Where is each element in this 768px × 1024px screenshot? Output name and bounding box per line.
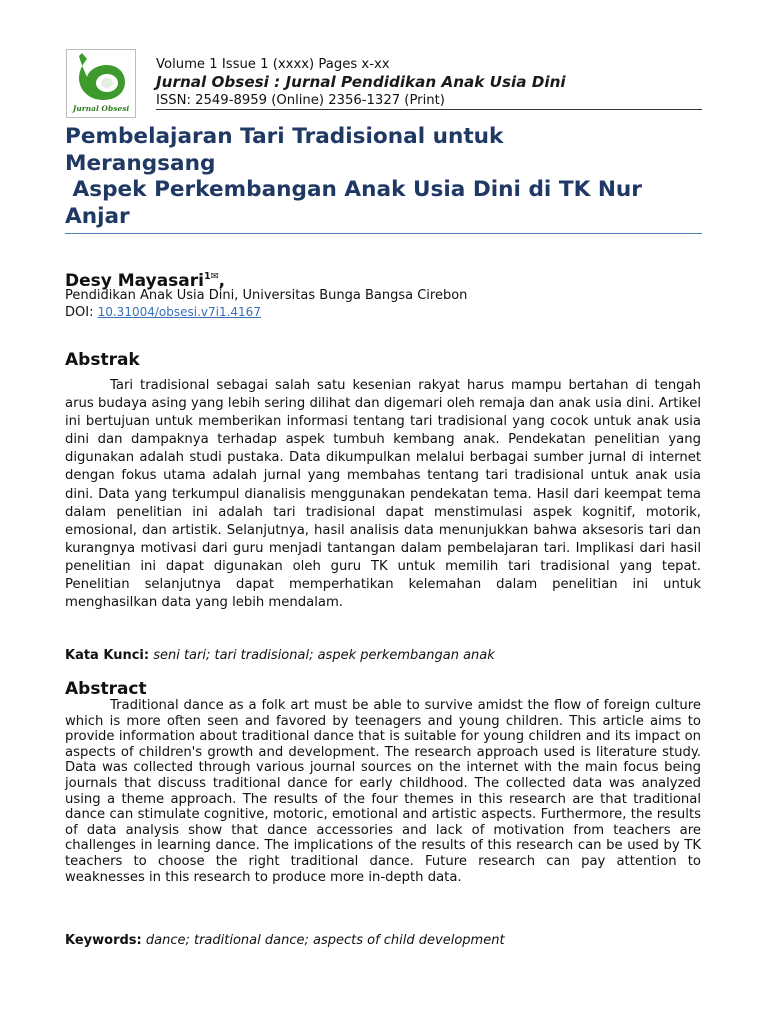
kata-kunci-line bbox=[65, 647, 495, 664]
kata-kunci-values: seni tari; tari tradisional; aspek perkembangan anak bbox=[149, 648, 495, 663]
doi-line bbox=[65, 304, 261, 321]
author-name: Desy Mayasari bbox=[65, 271, 204, 291]
title-line-2: Merangsang bbox=[65, 150, 216, 176]
journal-header bbox=[156, 56, 702, 109]
issn-line: ISSN: 2549-8959 (Online) 2356-1327 (Print) bbox=[156, 93, 445, 108]
keywords-label: Keywords: bbox=[65, 933, 142, 948]
abstrak-text: Tari tradisional sebagai salah satu kesenian rakyat harus mampu bertahan di tengah arus budaya asing yang lebih sering dilihat dan digemari oleh remaja dan anak usia dini. Artikel ini bertujuan untuk memberikan informasi tentang tari tradisional yang cocok untuk anak usia dini dan dampaknya terhadap aspek tumbuh kembang anak. Pendekatan penelitian yang digunakan adalah studi pustaka. Data dikumpulkan melalui berbagai sumber jurnal di internet dengan fokus utama adalah jurnal yang membahas tentang tari tradisional untuk anak usia dini. Data yang terkumpul dianalisis menggunakan pendekatan tema. Hasil dari keempat tema dalam penelitian ini adalah tari tradisional dapat menstimulasi aspek kognitif, motorik, emosional, dan artistik. Selanjutnya, hasil analisis data menunjukkan bahwa aksesoris tari dan kurangnya motivasi dari guru menjadi tantangan dalam pembelajaran tari. Implikasi dari hasil penelitian ini dapat digunakan oleh guru TK untuk memilih tari tradisional yang tepat. Penelitian selanjutnya dapat memperhatikan kelemahan dalam penelitian ini untuk menghasilkan data yang lebih mendalam. bbox=[65, 378, 701, 611]
article-title bbox=[65, 124, 715, 230]
kata-kunci-label: Kata Kunci: bbox=[65, 648, 150, 663]
journal-logo-icon bbox=[67, 50, 135, 117]
doi-link[interactable]: 10.31004/obsesi.v7i1.4167 bbox=[97, 305, 261, 319]
abstract-text: Traditional dance as a folk art must be able to survive amidst the flow of foreign culture which is more often seen and favored by teenagers and young children. This article aims to provide information about traditional dance that is suitable for young children and its impact on aspects of children's growth and development. The research approach used is literature study. Data was collected through various journal sources on the internet with the main focus being journals that discuss traditional dance for early childhood. The collected data was analyzed using a theme approach. The results of the four themes in this research are that traditional dance can stimulate cognitive, motoric, emotional and artistic aspects. Furthermore, the results of data analysis show that dance accessories and lack of motivation from teachers are challenges in learning dance. The implications of the results of this research can be used by TK teachers to choose the right traditional dance. Future research can pay attention to weaknesses in this research to produce more in-depth data. bbox=[65, 698, 701, 885]
abstract-heading: Abstract bbox=[65, 679, 147, 699]
author-affiliation: Pendidikan Anak Usia Dini, Universitas Bunga Bangsa Cirebon bbox=[65, 288, 468, 303]
logo-text: Jurnal Obsesi bbox=[72, 104, 130, 113]
title-line-4: Anjar bbox=[65, 203, 130, 229]
keywords-line bbox=[65, 932, 505, 949]
title-divider bbox=[65, 233, 702, 234]
journal-logo bbox=[66, 49, 136, 118]
journal-name: Jurnal Obsesi : Jurnal Pendidikan Anak Usia Dini bbox=[156, 73, 566, 91]
author-superscript: 1✉ bbox=[203, 271, 219, 282]
abstrak-paragraph bbox=[65, 377, 701, 612]
title-line-3: Aspek Perkembangan Anak Usia Dini di TK Nur bbox=[65, 177, 642, 202]
doi-label: DOI: bbox=[65, 305, 98, 320]
title-line-1: Pembelajaran Tari Tradisional untuk bbox=[65, 124, 504, 149]
keywords-values: dance; traditional dance; aspects of child development bbox=[141, 933, 505, 948]
header-divider bbox=[156, 109, 702, 110]
author-comma: , bbox=[218, 271, 226, 291]
volume-line: Volume 1 Issue 1 (xxxx) Pages x-xx bbox=[156, 57, 390, 72]
abstrak-heading: Abstrak bbox=[65, 350, 140, 370]
abstract-paragraph bbox=[65, 698, 701, 885]
